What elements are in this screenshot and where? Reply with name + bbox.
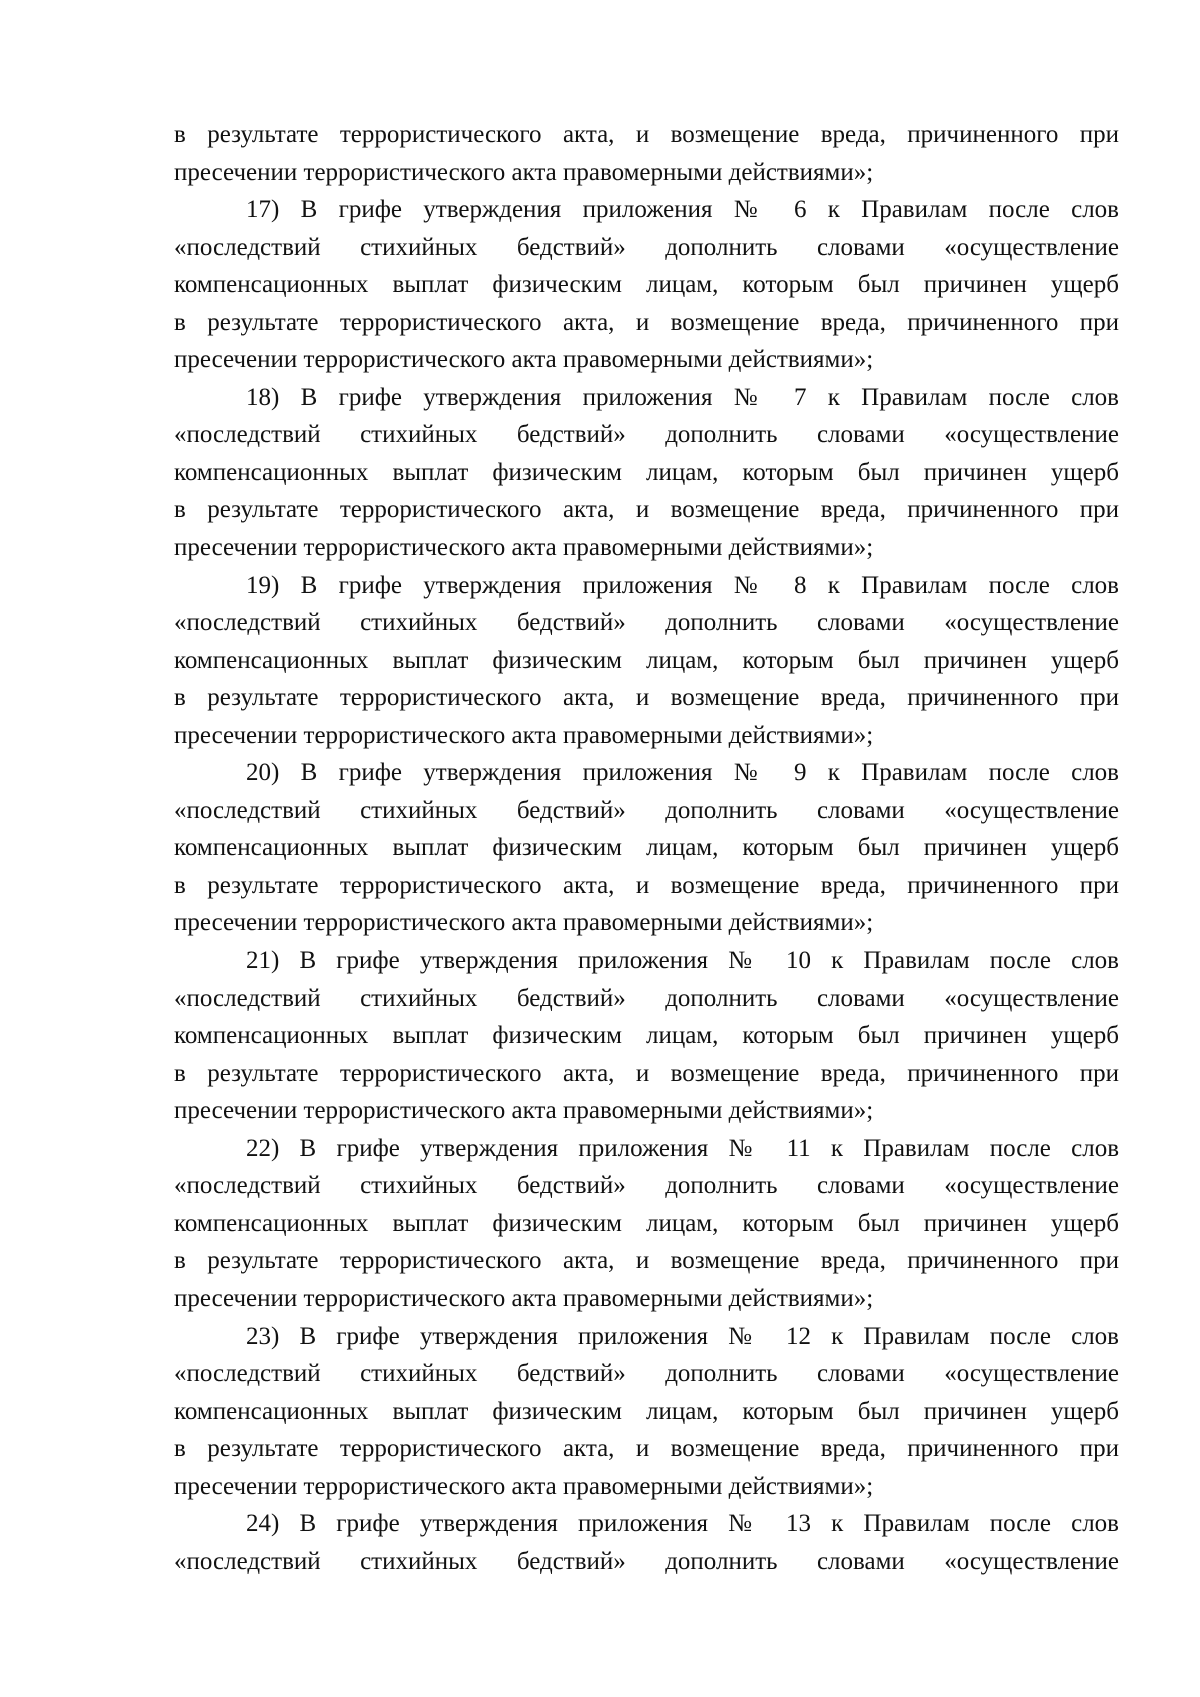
text-line: в результате террористического акта, и возмещение вреда, причиненного при <box>174 871 1119 899</box>
paragraph-17 <box>174 191 1119 379</box>
text-line: пресечении террористического акта правомерными действиями»; <box>174 909 874 937</box>
text-line: в результате террористического акта, и возмещение вреда, причиненного при <box>174 1247 1119 1275</box>
text-line: компенсационных выплат физическим лицам, которым был причинен ущерб <box>174 1397 1119 1425</box>
text-line: пресечении террористического акта правомерными действиями»; <box>174 158 874 186</box>
text-line: 18) В грифе утверждения приложения № 7 к Правилам после слов <box>246 383 1119 411</box>
text-line: в результате террористического акта, и возмещение вреда, причиненного при <box>174 1059 1119 1087</box>
text-line: компенсационных выплат физическим лицам, которым был причинен ущерб <box>174 834 1119 862</box>
text-line: «последствий стихийных бедствий» дополнить словами «осуществление <box>174 984 1119 1012</box>
text-line: пресечении террористического акта правомерными действиями»; <box>174 534 874 562</box>
text-line: «последствий стихийных бедствий» дополнить словами «осуществление <box>174 609 1119 637</box>
text-line: компенсационных выплат физическим лицам, которым был причинен ущерб <box>174 1209 1119 1237</box>
text-line: в результате террористического акта, и возмещение вреда, причиненного при <box>174 1435 1119 1463</box>
text-line: «последствий стихийных бедствий» дополнить словами «осуществление <box>174 421 1119 449</box>
text-line: в результате террористического акта, и возмещение вреда, причиненного при <box>174 684 1119 712</box>
paragraph-21 <box>174 942 1119 1130</box>
text-line: в результате террористического акта, и возмещение вреда, причиненного при <box>174 121 1119 148</box>
text-line: компенсационных выплат физическим лицам, которым был причинен ущерб <box>174 271 1119 299</box>
text-line: 21) В грифе утверждения приложения № 10 к Правилам после слов <box>246 947 1119 975</box>
text-line: 23) В грифе утверждения приложения № 12 к Правилам после слов <box>246 1322 1119 1350</box>
text-line: пресечении террористического акта правомерными действиями»; <box>174 1097 874 1125</box>
text-line: «последствий стихийных бедствий» дополнить словами «осуществление <box>174 1547 1119 1575</box>
text-line: 20) В грифе утверждения приложения № 9 к Правилам после слов <box>246 759 1119 787</box>
text-line: компенсационных выплат физическим лицам, которым был причинен ущерб <box>174 458 1119 486</box>
paragraph-23 <box>174 1318 1119 1506</box>
paragraph-24 <box>174 1505 1119 1580</box>
text-line: «последствий стихийных бедствий» дополнить словами «осуществление <box>174 1360 1119 1388</box>
paragraph-19 <box>174 567 1119 755</box>
paragraph-22 <box>174 1130 1119 1318</box>
text-line: пресечении террористического акта правомерными действиями»; <box>174 721 874 749</box>
document-body <box>174 116 1119 1580</box>
text-line: «последствий стихийных бедствий» дополнить словами «осуществление <box>174 233 1119 261</box>
text-line: компенсационных выплат физическим лицам, которым был причинен ущерб <box>174 646 1119 674</box>
paragraph-18 <box>174 379 1119 567</box>
text-line: «последствий стихийных бедствий» дополнить словами «осуществление <box>174 1172 1119 1200</box>
text-line: компенсационных выплат физическим лицам, которым был причинен ущерб <box>174 1022 1119 1050</box>
paragraph-20 <box>174 754 1119 942</box>
text-line: пресечении террористического акта правомерными действиями»; <box>174 1472 874 1500</box>
text-line: 19) В грифе утверждения приложения № 8 к Правилам после слов <box>246 571 1119 599</box>
text-line: 17) В грифе утверждения приложения № 6 к Правилам после слов <box>246 196 1119 224</box>
text-line: 22) В грифе утверждения приложения № 11 к Правилам после слов <box>246 1134 1119 1162</box>
text-line: «последствий стихийных бедствий» дополнить словами «осуществление <box>174 796 1119 824</box>
text-line: в результате террористического акта, и возмещение вреда, причиненного при <box>174 308 1119 336</box>
paragraph-16-tail <box>174 116 1119 191</box>
text-line: в результате террористического акта, и возмещение вреда, причиненного при <box>174 496 1119 524</box>
text-line: 24) В грифе утверждения приложения № 13 к Правилам после слов <box>246 1510 1119 1538</box>
text-line: пресечении террористического акта правомерными действиями»; <box>174 1284 874 1312</box>
text-line: пресечении террористического акта правомерными действиями»; <box>174 346 874 374</box>
